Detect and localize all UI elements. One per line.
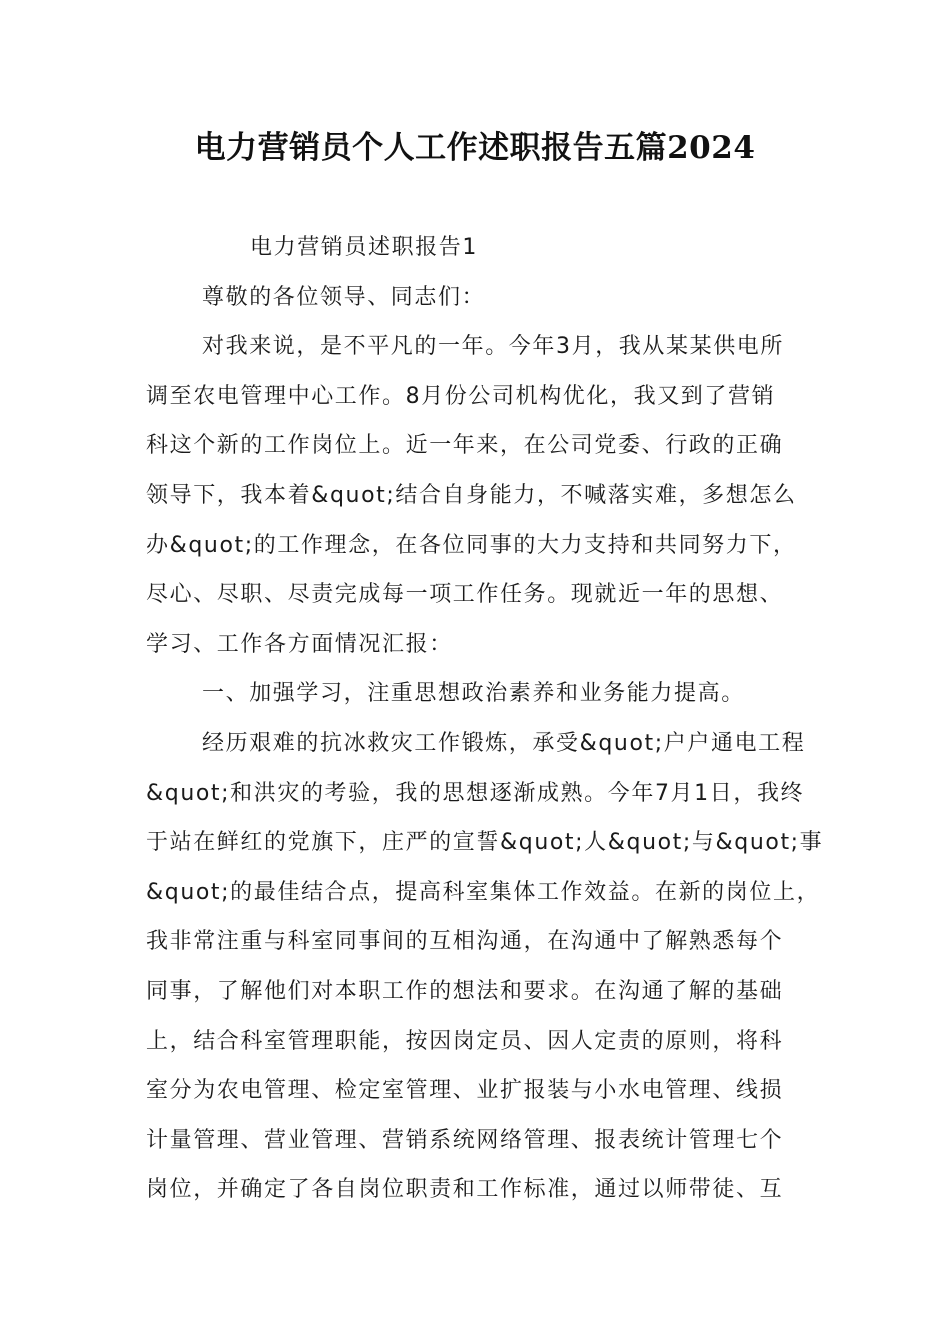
document-title: 电力营销员个人工作述职报告五篇2024 <box>194 130 756 166</box>
paragraph-line: 室分为农电管理、检定室管理、业扩报装与小水电管理、线损 <box>146 1078 784 1104</box>
paragraph-line: 尽心、尽职、尽责完成每一项工作任务。现就近一年的思想、 <box>146 582 784 608</box>
salutation: 尊敬的各位领导、同志们： <box>202 284 486 310</box>
paragraph-line: 我非常注重与科室同事间的互相沟通，在沟通中了解熟悉每个 <box>146 929 784 955</box>
document-body <box>146 223 826 1215</box>
paragraph-line: 对我来说，是不平凡的一年。今年3月，我从某某供电所 <box>202 334 784 360</box>
paragraph-line: 领导下，我本着&quot;结合自身能力，不喊落实难，多想怎么 <box>146 482 797 508</box>
section-heading: 电力营销员述职报告1 <box>250 235 478 260</box>
paragraph-line: 于站在鲜红的党旗下，庄严的宣誓&quot;人&quot;与&quot;事 <box>146 830 824 856</box>
subsection-heading: 一、加强学习，注重思想政治素养和业务能力提高。 <box>202 681 745 707</box>
paragraph-line: 调至农电管理中心工作。8月份公司机构优化，我又到了营销 <box>146 383 776 409</box>
paragraph-line: 科这个新的工作岗位上。近一年来，在公司党委、行政的正确 <box>146 433 784 459</box>
paragraph-line: 岗位，并确定了各自岗位职责和工作标准，通过以师带徒、互 <box>146 1177 784 1203</box>
paragraph-line: 经历艰难的抗冰救灾工作锻炼，承受&quot;户户通电工程 <box>202 730 806 756</box>
paragraph-line: &quot;和洪灾的考验，我的思想逐渐成熟。今年7月1日，我终 <box>146 780 805 806</box>
paragraph-line: 办&quot;的工作理念，在各位同事的大力支持和共同努力下， <box>146 532 797 558</box>
paragraph-line: 计量管理、营业管理、营销系统网络管理、报表统计管理七个 <box>146 1127 784 1153</box>
paragraph-line: 同事，了解他们对本职工作的想法和要求。在沟通了解的基础 <box>146 978 784 1004</box>
paragraph-line: 上，结合科室管理职能，按因岗定员、因人定责的原则，将科 <box>146 1028 784 1054</box>
paragraph-line: &quot;的最佳结合点，提高科室集体工作效益。在新的岗位上， <box>146 879 821 905</box>
paragraph-line: 学习、工作各方面情况汇报： <box>146 631 453 657</box>
